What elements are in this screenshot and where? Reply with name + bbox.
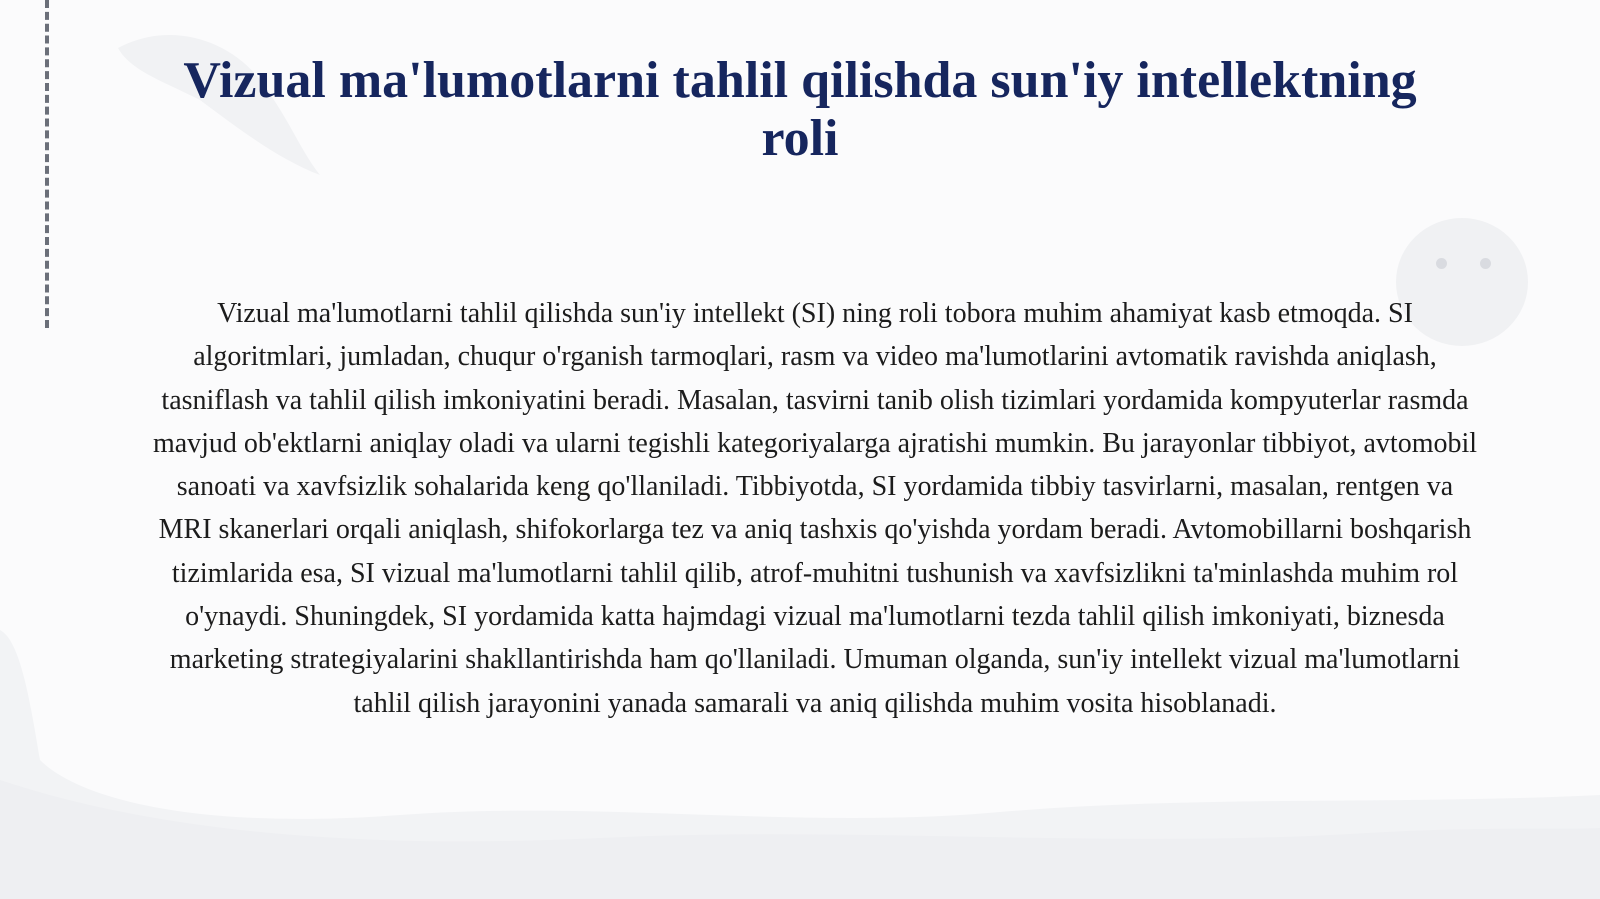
slide-body-text: Vizual ma'lumotlarni tahlil qilishda sun'iy intellekt (SI) ning roli tobora muhim ahamiyat kasb etmoqda. SI algoritmlari, jumladan, chuqur o'rganish tarmoqlari, rasm va video ma'lumotlarini avtomatik ravishda aniqlash, tasniflash va tahlil qilish imkoniyatini beradi. Masalan, tasvirni tanib olish tizimlari yordamida kompyuterlar rasmda mavjud ob'ektlarni aniqlay oladi va ularni tegishli kategoriyalarga ajratishi mumkin. Bu jarayonlar tibbiyot, avtomobil sanoati va xavfsizlik sohalarida keng qo'llaniladi. Tibbiyotda, SI yordamida tibbiy tasvirlarni, masalan, rentgen va MRI skanerlari orqali aniqlash, shifokorlarga tez va aniq tashxis qo'yishda yordam beradi. Avtomobillarni boshqarish tizimlarida esa, SI vizual ma'lumotlarni tahlil qilib, atrof-muhitni tushunish va xavfsizlikni ta'minlashda muhim rol o'ynaydi. Shuningdek, SI yordamida katta hajmdagi vizual ma'lumotlarni tezda tahlil qilish imkoniyati, biznesda marketing strategiyalarini shakllantirishda ham qo'llaniladi. Umuman olganda, sun'iy intellekt vizual ma'lumotlarni tahlil qilish jarayonini yanada samarali va aniq qilishda muhim vosita hisoblanadi. [152,298,1478,719]
decorative-dot [1480,258,1491,269]
slide-title: Vizual ma'lumotlarni tahlil qilishda sun'iy intellektning roli [183,52,1417,167]
bottom-wave-light [0,780,1600,899]
dashed-divider [45,0,49,328]
decorative-dot [1436,258,1447,269]
